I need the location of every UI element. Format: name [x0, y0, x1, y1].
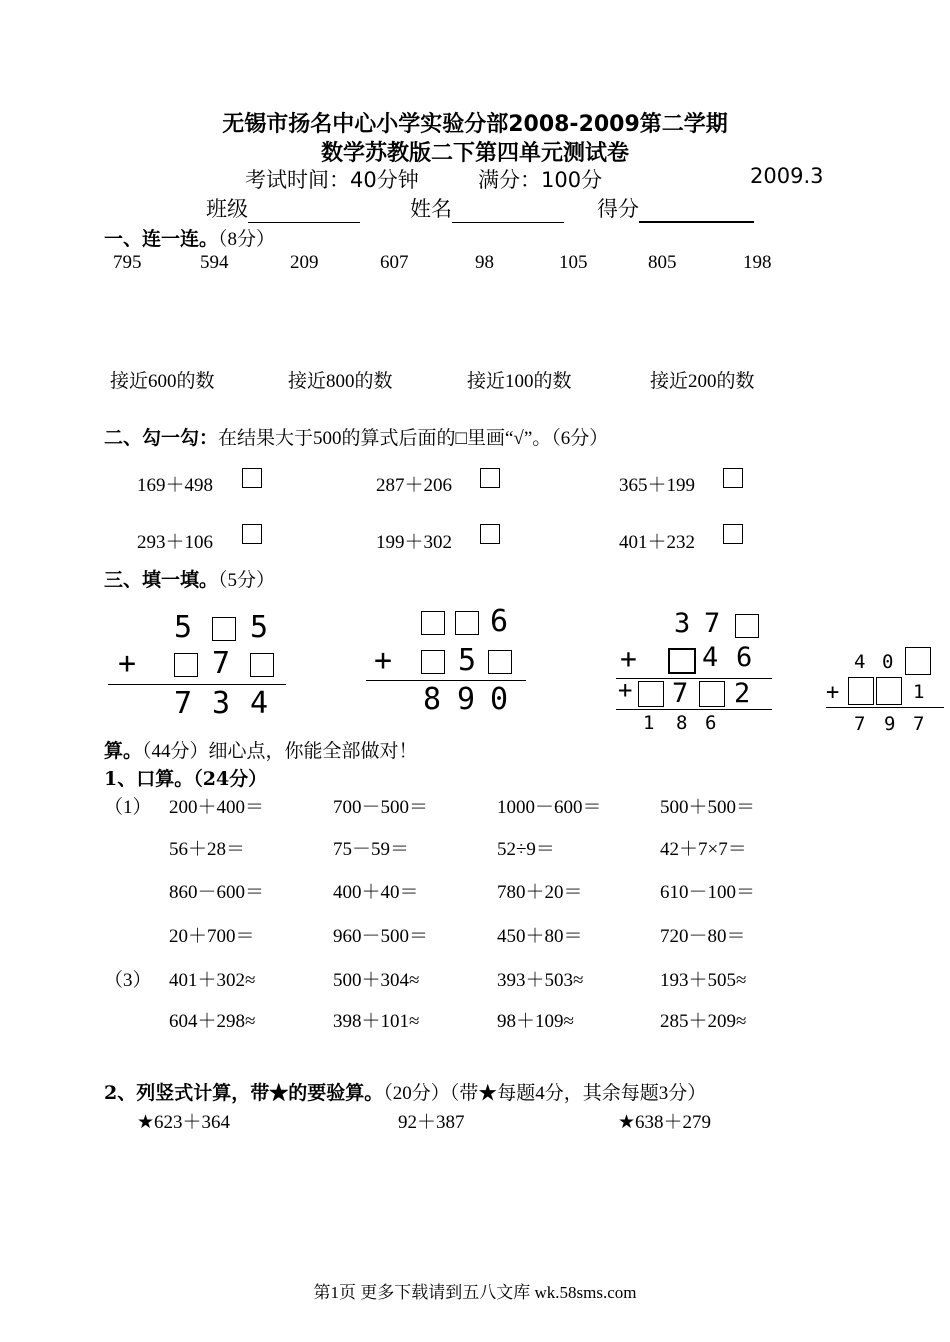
result-digit: 7	[174, 686, 193, 721]
score-field	[597, 193, 754, 223]
s2-expression: 401＋232	[619, 532, 696, 553]
s1-target[interactable]: 接近800的数	[288, 371, 393, 392]
title-line-1: 无锡市扬名中心小学实验分部2008-2009第二学期	[222, 112, 728, 137]
vertical-note: （20分）（带★每题4分，其余每题3分）	[383, 1083, 707, 1104]
vertical-problem[interactable]: ★623＋364	[137, 1112, 231, 1133]
s1-number[interactable]: 98	[475, 252, 494, 273]
digit: 5	[458, 643, 477, 678]
s1-number[interactable]: 805	[648, 252, 677, 273]
page-footer: 第1页 更多下载请到五八文库 wk.58sms.com	[313, 1283, 637, 1302]
digit: 6	[736, 642, 753, 673]
result-digit: 9	[457, 682, 476, 717]
score-blank[interactable]	[639, 199, 754, 223]
digit: 7	[672, 678, 689, 709]
sum-line	[616, 709, 772, 710]
section4-title: 算。	[104, 740, 143, 762]
digit-blank[interactable]	[699, 681, 725, 707]
exam-time: 考试时间：40分钟	[245, 168, 419, 192]
name-label: 姓名	[410, 197, 452, 221]
class-blank[interactable]	[248, 200, 360, 223]
s1-number[interactable]: 607	[380, 252, 409, 273]
s1-number[interactable]: 198	[743, 252, 772, 273]
plus-sign: +	[826, 680, 840, 705]
digit-blank[interactable]	[488, 650, 512, 674]
s2-checkbox[interactable]	[480, 524, 500, 544]
sum-line	[108, 684, 286, 685]
s2-expression: 169＋498	[137, 475, 214, 496]
s1-target[interactable]: 接近200的数	[650, 371, 755, 392]
section2-heading	[104, 423, 608, 450]
result-digit: 3	[212, 686, 231, 721]
digit: 2	[734, 678, 751, 709]
digit: 4	[702, 642, 719, 673]
vertical-title: 2、列竖式计算，带★的要验算。	[104, 1082, 384, 1104]
digit-blank[interactable]	[848, 677, 874, 705]
section1-title: 一、连一连。	[104, 228, 219, 250]
s1-number[interactable]: 594	[200, 252, 229, 273]
plus-sign: +	[374, 643, 393, 678]
s2-checkbox[interactable]	[723, 524, 743, 544]
oral-problem[interactable]: 52÷9＝	[497, 839, 555, 860]
vertical-heading	[104, 1078, 706, 1105]
digit-blank[interactable]	[876, 677, 902, 705]
estimate-problem[interactable]: 398＋101≈	[333, 1011, 420, 1032]
class-label: 班级	[206, 197, 248, 221]
result-digit: 0	[490, 682, 509, 717]
oral-problem[interactable]: 700－500＝	[333, 797, 429, 818]
oral-problem[interactable]: 400＋40＝	[333, 882, 419, 903]
section4-heading	[104, 736, 418, 763]
result-digit: 9	[884, 713, 896, 735]
oral-problem[interactable]: 20＋700＝	[169, 926, 255, 947]
digit: 0	[882, 651, 894, 673]
vertical-problem[interactable]: ★638＋279	[618, 1112, 712, 1133]
s2-checkbox[interactable]	[242, 524, 262, 544]
digit-blank[interactable]	[638, 681, 664, 707]
s1-number[interactable]: 209	[290, 252, 319, 273]
result-digit: 8	[676, 712, 688, 734]
vertical-problem[interactable]: 92＋387	[398, 1112, 465, 1133]
digit: 7	[212, 646, 231, 681]
result-digit: 7	[854, 713, 866, 735]
digit: 5	[250, 610, 269, 645]
name-field	[410, 193, 564, 223]
s1-target[interactable]: 接近600的数	[110, 371, 215, 392]
s1-number[interactable]: 105	[559, 252, 588, 273]
sum-line	[366, 680, 526, 681]
oral-heading: 1、口算。（24分）	[104, 768, 268, 790]
estimate-problem[interactable]: 500＋304≈	[333, 970, 420, 991]
estimate-problem[interactable]: 393＋503≈	[497, 970, 584, 991]
estimate-problem[interactable]: 285＋209≈	[660, 1011, 747, 1032]
sum-line	[826, 707, 944, 708]
digit-blank[interactable]	[212, 617, 236, 641]
digit-blank[interactable]	[905, 647, 931, 675]
section3-points: （5分）	[218, 570, 276, 591]
result-digit: 8	[423, 682, 442, 717]
plus-sign: +	[618, 676, 633, 704]
oral-problem[interactable]: 860－600＝	[169, 882, 265, 903]
plus-sign: +	[118, 646, 137, 681]
group-label: （3）	[104, 970, 152, 991]
s1-number[interactable]: 795	[113, 252, 142, 273]
result-digit: 1	[643, 712, 655, 734]
plus-sign: +	[620, 642, 637, 675]
digit: 6	[490, 604, 509, 639]
oral-problem[interactable]: 960－500＝	[333, 926, 429, 947]
s2-checkbox[interactable]	[723, 468, 743, 488]
digit-blank[interactable]	[421, 611, 445, 635]
section2-instruction: 在结果大于500的算式后面的□里画“√”。（6分）	[218, 428, 609, 449]
digit-blank[interactable]	[174, 653, 198, 677]
group-label: （1）	[104, 797, 152, 818]
oral-problem[interactable]: 1000－600＝	[497, 797, 602, 818]
digit-blank[interactable]	[421, 650, 445, 674]
s2-expression: 287＋206	[376, 475, 453, 496]
digit-blank[interactable]	[455, 611, 479, 635]
oral-problem[interactable]: 780＋20＝	[497, 882, 583, 903]
digit-blank[interactable]	[735, 614, 759, 638]
exam-date: 2009.3	[750, 164, 824, 188]
oral-problem[interactable]: 56＋28＝	[169, 839, 246, 860]
digit: 3	[674, 608, 691, 639]
oral-problem[interactable]: 720－80＝	[660, 926, 746, 947]
result-digit: 7	[913, 713, 925, 735]
estimate-problem[interactable]: 604＋298≈	[169, 1011, 256, 1032]
section2-title: 二、勾一勾：	[104, 427, 219, 449]
class-field	[206, 193, 360, 223]
s2-expression: 199＋302	[376, 532, 453, 553]
oral-problem[interactable]: 200＋400＝	[169, 797, 265, 818]
s2-checkbox[interactable]	[242, 468, 262, 488]
digit: 4	[854, 651, 866, 673]
s2-expression: 293＋106	[137, 532, 214, 553]
result-digit: 4	[250, 686, 269, 721]
oral-problem[interactable]: 450＋80＝	[497, 926, 583, 947]
digit: 1	[913, 681, 925, 703]
s2-expression: 365＋199	[619, 475, 696, 496]
score-label: 得分	[597, 197, 639, 221]
result-digit: 6	[705, 712, 717, 734]
digit-blank[interactable]	[668, 648, 696, 674]
digit: 7	[704, 608, 721, 639]
oral-problem[interactable]: 500＋500＝	[660, 797, 756, 818]
digit-blank[interactable]	[250, 653, 274, 677]
title-line-2: 数学苏教版二下第四单元测试卷	[320, 141, 629, 166]
estimate-problem[interactable]: 193＋505≈	[660, 970, 747, 991]
section3-heading	[104, 565, 275, 592]
full-score: 满分：100分	[478, 168, 603, 192]
section1-heading	[104, 224, 275, 251]
oral-problem[interactable]: 610－100＝	[660, 882, 756, 903]
estimate-problem[interactable]: 98＋109≈	[497, 1011, 574, 1032]
s1-target[interactable]: 接近100的数	[467, 371, 572, 392]
s2-checkbox[interactable]	[480, 468, 500, 488]
name-blank[interactable]	[452, 200, 564, 223]
section3-title: 三、填一填。	[104, 569, 219, 591]
oral-problem[interactable]: 75－59＝	[333, 839, 410, 860]
section4-note: （44分）细心点，你能全部做对！	[142, 741, 418, 762]
section1-points: （8分）	[218, 229, 276, 250]
digit: 5	[174, 610, 193, 645]
estimate-problem[interactable]: 401＋302≈	[169, 970, 256, 991]
oral-problem[interactable]: 42＋7×7＝	[660, 839, 747, 860]
